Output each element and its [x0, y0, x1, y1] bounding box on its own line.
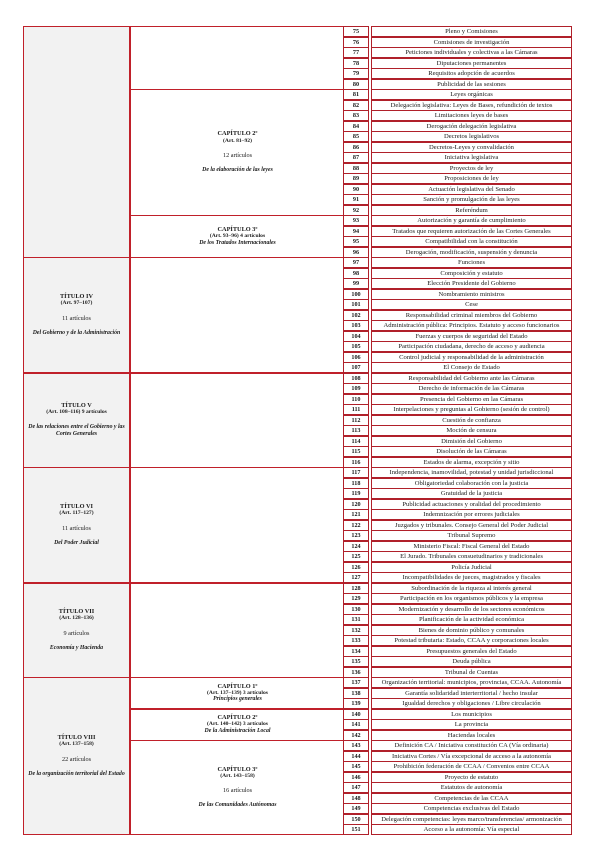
article-number: 138 [343, 688, 369, 699]
article-number: 104 [343, 331, 369, 342]
article-description: Autorización y garantía de cumplimiento [371, 215, 572, 226]
article-number: 115 [343, 446, 369, 457]
capitulo-range: (Art. 81–92) [223, 137, 252, 144]
article-description: Participación ciudadana, derecho de acceso y audiencia [371, 341, 572, 352]
constitution-index-table [23, 26, 572, 833]
article-number: 133 [343, 635, 369, 646]
article-number: 94 [343, 226, 369, 237]
article-number: 135 [343, 656, 369, 667]
article-number: 95 [343, 236, 369, 247]
article-number: 114 [343, 436, 369, 447]
capitulo-subject: De los Tratados Internacionales [199, 239, 276, 246]
article-description: Derogación, modificación, suspensión y denuncia [371, 247, 572, 258]
article-description: Estados de alarma, excepción y sitio [371, 457, 572, 468]
article-number: 75 [343, 26, 369, 37]
article-description: Diputaciones permanentes [371, 58, 572, 69]
article-description: Derecho de información de las Cámaras [371, 383, 572, 394]
article-number: 91 [343, 194, 369, 205]
article-number: 122 [343, 520, 369, 531]
article-description: Competencias de las CCAA [371, 793, 572, 804]
article-number: 111 [343, 404, 369, 415]
article-number: 106 [343, 352, 369, 363]
article-number: 107 [343, 362, 369, 373]
article-description: Proyectos de ley [371, 163, 572, 174]
article-description: Obligatoriedad colaboración con la justicia [371, 478, 572, 489]
article-description: Fuerzas y cuerpos de seguridad del Estado [371, 331, 572, 342]
article-number: 87 [343, 152, 369, 163]
titulo-subject: De las relaciones entre el Gobierno y las Cortes Generales [28, 423, 125, 437]
article-number: 112 [343, 415, 369, 426]
article-description: Interpelaciones y preguntas al Gobierno (sesión de control) [371, 404, 572, 415]
article-number: 105 [343, 341, 369, 352]
titulo-cell [23, 583, 130, 678]
article-number: 86 [343, 142, 369, 153]
titulo-subject: Del Gobierno y de la Administración [32, 329, 121, 336]
article-number: 109 [343, 383, 369, 394]
article-description: Organización territorial: municipios, provincias, CCAA. Autonomía [371, 677, 572, 688]
article-description: Estatutos de autonomía [371, 782, 572, 793]
article-number: 132 [343, 625, 369, 636]
article-description: Requisitos adopción de acuerdos [371, 68, 572, 79]
article-description: Planificación de la actividad económica [371, 614, 572, 625]
article-description: Tratados que requieren autorización de las Cortes Generales [371, 226, 572, 237]
article-description: Presupuestos generales del Estado [371, 646, 572, 657]
article-number: 136 [343, 667, 369, 678]
titulo-range: (Art. 108–116) 9 artículos [46, 409, 107, 416]
article-description: Acceso a la autonomía: Vía especial [371, 824, 572, 835]
article-description: Proyecto de estatuto [371, 772, 572, 783]
article-description: Compatibilidad con la constitución [371, 236, 572, 247]
titulo-subject: Del Poder Judicial [54, 539, 99, 546]
article-number: 89 [343, 173, 369, 184]
article-number: 147 [343, 782, 369, 793]
article-description: Tribunal Supremo [371, 530, 572, 541]
titulo-cell [23, 26, 130, 258]
titulo-cell [23, 677, 130, 835]
article-description: Administración pública: Principios. Estatuto y acceso funcionarios [371, 320, 572, 331]
article-number: 129 [343, 593, 369, 604]
article-number: 119 [343, 488, 369, 499]
capitulo-subject: De la Administración Local [204, 727, 271, 734]
article-description: Actuación legislativa del Senado [371, 184, 572, 195]
article-number: 121 [343, 509, 369, 520]
article-description: Pleno y Comisiones [371, 26, 572, 37]
article-number: 140 [343, 709, 369, 720]
article-number: 92 [343, 205, 369, 216]
titulo-cell [23, 373, 130, 468]
capitulo-title: CAPÍTULO 2º [217, 130, 258, 138]
article-description: Modernización y desarrollo de los sectores económicos [371, 604, 572, 615]
article-number: 145 [343, 761, 369, 772]
article-number: 83 [343, 110, 369, 121]
article-description: Los municipios [371, 709, 572, 720]
article-number: 141 [343, 719, 369, 730]
article-description: Dimisión del Gobierno [371, 436, 572, 447]
article-description: Bienes de dominio público y comunales [371, 625, 572, 636]
article-description: Garantía solidaridad interterritorial / hecho insular [371, 688, 572, 699]
article-description: El Consejo de Estado [371, 362, 572, 373]
titulo-count: 22 artículos [61, 755, 92, 763]
article-number: 117 [343, 467, 369, 478]
article-description: Cuestión de confianza [371, 415, 572, 426]
article-description: Referéndum [371, 205, 572, 216]
article-description: Derogación delegación legislativa [371, 121, 572, 132]
capitulo-title: CAPÍTULO 3º [217, 765, 258, 773]
titulo-range: (Art. 97–107) [60, 300, 93, 307]
capitulo-count: 16 artículos [222, 787, 253, 795]
article-number: 120 [343, 499, 369, 510]
titulo-title: TÍTULO VIII [57, 734, 96, 742]
capitulo-cell [130, 26, 345, 90]
article-number: 103 [343, 320, 369, 331]
titulo-count: 11 artículos [62, 314, 91, 322]
titulo-subject: Economía y Hacienda [49, 644, 104, 651]
article-description: Haciendas locales [371, 730, 572, 741]
article-description: Potestad tributaria: Estado, CCAA y corporaciones locales [371, 635, 572, 646]
article-description: Gratuidad de la justicia [371, 488, 572, 499]
article-number: 102 [343, 310, 369, 321]
article-description: Moción de censura [371, 425, 572, 436]
capitulo-range: (Art. 93–96) 4 artículos [209, 233, 266, 240]
capitulo-cell [130, 373, 345, 468]
capitulo-title: CAPÍTULO 2º [217, 714, 258, 722]
article-number: 93 [343, 215, 369, 226]
article-description: Incompatibilidades de jueces, magistrados y fiscales [371, 572, 572, 583]
article-number: 78 [343, 58, 369, 69]
article-number: 81 [343, 89, 369, 100]
article-description: Publicidad actuaciones y oralidad del procedimiento [371, 499, 572, 510]
capitulo-title: CAPÍTULO 3º [217, 225, 258, 233]
capitulo-range: (Art. 143–158) [220, 772, 255, 779]
titulo-count: 11 artículos [62, 524, 91, 532]
article-number: 79 [343, 68, 369, 79]
article-description: Juzgados y tribunales. Consejo General del Poder Judicial [371, 520, 572, 531]
article-description: Decretos-Leyes y convalidación [371, 142, 572, 153]
article-description: Policía Judicial [371, 562, 572, 573]
article-number: 77 [343, 47, 369, 58]
titulo-title: TÍTULO VII [58, 608, 95, 616]
capitulo-cell [130, 583, 345, 678]
article-description: Disolución de las Cámaras [371, 446, 572, 457]
capitulo-subject: De la elaboración de las leyes [202, 167, 273, 174]
capitulo-subject: De las Comunidades Autónomas [198, 802, 277, 809]
article-description: Cese [371, 299, 572, 310]
titulo-range: (Art. 128–136) [59, 615, 94, 622]
article-number: 118 [343, 478, 369, 489]
article-number: 128 [343, 583, 369, 594]
article-number: 98 [343, 268, 369, 279]
article-number: 124 [343, 541, 369, 552]
article-number: 130 [343, 604, 369, 615]
article-number: 123 [343, 530, 369, 541]
article-number: 150 [343, 814, 369, 825]
article-number: 110 [343, 394, 369, 405]
article-number: 101 [343, 299, 369, 310]
article-number: 108 [343, 373, 369, 384]
article-description: Composición y estatuto [371, 268, 572, 279]
capitulo-range: (Art. 140–142) 3 artículos [207, 721, 268, 728]
titulo-title: TÍTULO V [61, 402, 92, 410]
article-description: Indemnización por errores judiciales [371, 509, 572, 520]
article-description: Peticiones individuales y colectivas a las Cámaras [371, 47, 572, 58]
capitulo-cell [130, 677, 345, 709]
article-description: Participación en los organismos públicos y la empresa [371, 593, 572, 604]
article-number: 151 [343, 824, 369, 835]
article-description: Decretos legislativos [371, 131, 572, 142]
capitulo-count: 12 artículos [222, 152, 253, 160]
article-number: 82 [343, 100, 369, 111]
article-description: Control judicial y responsabilidad de la administración [371, 352, 572, 363]
article-description: Iniciativa legislativa [371, 152, 572, 163]
article-description: Elección Presidente del Gobierno [371, 278, 572, 289]
titulo-count: 9 artículos [63, 629, 90, 637]
article-number: 99 [343, 278, 369, 289]
article-description: Tribunal de Cuentas [371, 667, 572, 678]
capitulo-cell [130, 740, 345, 835]
titulo-title: TÍTULO VI [60, 503, 93, 511]
article-description: Publicidad de las sesiones [371, 79, 572, 90]
article-description: Deuda pública [371, 656, 572, 667]
titulo-cell [23, 467, 130, 583]
article-number: 116 [343, 457, 369, 468]
article-description: Leyes orgánicas [371, 89, 572, 100]
titulo-range: (Art. 137–158) [59, 741, 94, 748]
capitulo-cell [130, 467, 345, 583]
article-number: 142 [343, 730, 369, 741]
article-description: Subordinación de la riqueza al interés general [371, 583, 572, 594]
article-number: 149 [343, 803, 369, 814]
article-number: 85 [343, 131, 369, 142]
titulo-title: TÍTULO IV [59, 293, 94, 301]
article-number: 143 [343, 740, 369, 751]
article-description: Igualdad derechos y obligaciones / Libre circulación [371, 698, 572, 709]
article-number: 113 [343, 425, 369, 436]
article-description: Comisiones de investigación [371, 37, 572, 48]
article-number: 100 [343, 289, 369, 300]
article-description: Responsabilidad del Gobierno ante las Cámaras [371, 373, 572, 384]
article-description: Prohibición federación de CCAA / Convenios entre CCAA [371, 761, 572, 772]
article-number: 131 [343, 614, 369, 625]
capitulo-cell [130, 709, 345, 741]
article-description: Presencia del Gobierno en las Cámaras [371, 394, 572, 405]
article-number: 127 [343, 572, 369, 583]
article-description: Iniciativa Cortes / Vía excepcional de acceso a la autonomía [371, 751, 572, 762]
article-number: 84 [343, 121, 369, 132]
article-number: 144 [343, 751, 369, 762]
article-description: La provincia [371, 719, 572, 730]
article-number: 139 [343, 698, 369, 709]
article-description: Competencias exclusivas del Estado [371, 803, 572, 814]
titulo-range: (Art. 117–127) [59, 510, 94, 517]
titulo-subject: De la organización territorial del Estado [28, 770, 125, 777]
article-number: 148 [343, 793, 369, 804]
article-number: 126 [343, 562, 369, 573]
article-description: Funciones [371, 257, 572, 268]
article-description: El Jurado. Tribunales consuetudinarios y tradicionales [371, 551, 572, 562]
capitulo-cell [130, 89, 345, 216]
article-number: 96 [343, 247, 369, 258]
article-number: 97 [343, 257, 369, 268]
capitulo-title: CAPÍTULO 1º [217, 682, 258, 690]
article-number: 137 [343, 677, 369, 688]
article-number: 76 [343, 37, 369, 48]
article-number: 80 [343, 79, 369, 90]
capitulo-cell [130, 215, 345, 258]
article-number: 125 [343, 551, 369, 562]
article-number: 90 [343, 184, 369, 195]
titulo-cell [23, 257, 130, 373]
article-description: Delegación legislativa: Leyes de Bases, refundición de textos [371, 100, 572, 111]
article-description: Responsabilidad criminal miembros del Gobierno [371, 310, 572, 321]
article-description: Independencia, inamovilidad, potestad y unidad jurisdiccional [371, 467, 572, 478]
capitulo-subject: Principios generales [213, 696, 262, 703]
article-description: Delegación competencias: leyes marco/transferencias/ armonización [371, 814, 572, 825]
article-description: Nombramiento ministros [371, 289, 572, 300]
article-description: Sanción y promulgación de las leyes [371, 194, 572, 205]
article-description: Limitaciones leyes de bases [371, 110, 572, 121]
article-number: 134 [343, 646, 369, 657]
article-number: 88 [343, 163, 369, 174]
article-description: Proposiciones de ley [371, 173, 572, 184]
article-number: 146 [343, 772, 369, 783]
capitulo-range: (Art. 137–139) 3 artículos [207, 689, 268, 696]
article-description: Definición CA / Iniciativa constitución CA (Vía ordinaria) [371, 740, 572, 751]
article-description: Ministerio Fiscal: Fiscal General del Estado [371, 541, 572, 552]
capitulo-cell [130, 257, 345, 373]
